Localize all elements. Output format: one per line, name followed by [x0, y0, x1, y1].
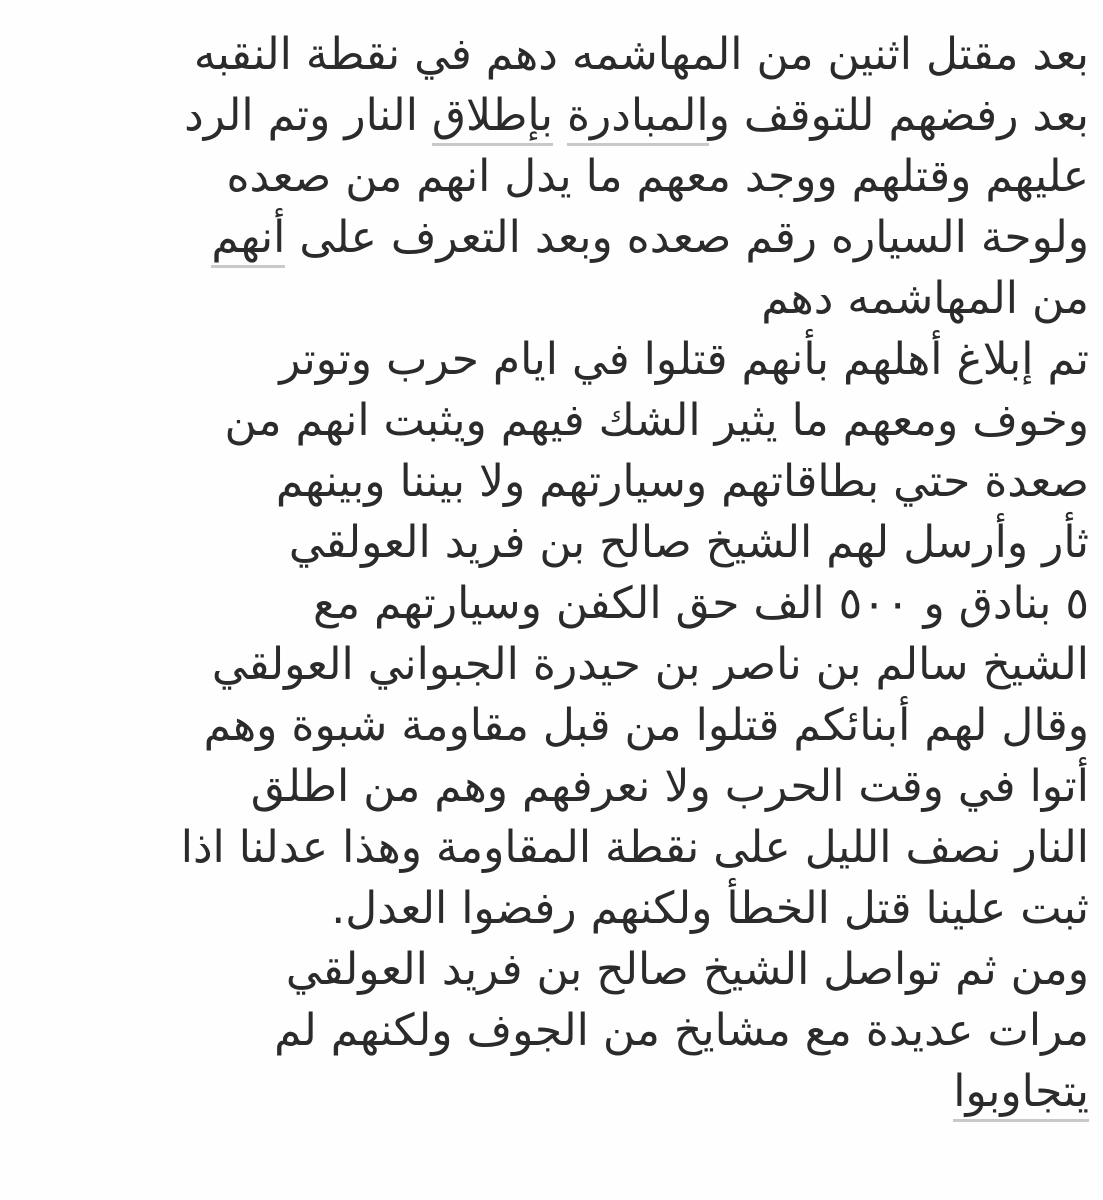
text-line-3: عليهم وقتلهم ووجد معهم ما يدل انهم من صعده — [226, 151, 1089, 202]
text-line-14: النار نصف الليل على نقطة المقاومة وهذا عدلنا اذا — [180, 822, 1089, 873]
text-line-15: ثبت علينا قتل الخطأ ولكنهم رفضوا العدل. — [331, 883, 1089, 934]
text-line-10: ٥ بنادق و ٥٠٠ الف حق الكفن وسيارتهم مع — [313, 578, 1089, 629]
text-line-16: ومن ثم تواصل الشيخ صالح بن فريد العولقي — [285, 944, 1089, 995]
text-line-17: مرات عديدة مع مشايخ من الجوف ولكنهم لم — [274, 1005, 1089, 1056]
text-line-9: ثأر وأرسل لهم الشيخ صالح بن فريد العولقي — [288, 517, 1089, 568]
underlined-word: المبادرة — [567, 90, 709, 146]
text-line-2 — [4, 85, 1089, 146]
underlined-word: أنهم — [211, 212, 285, 268]
text-segment: بعد رفضهم للتوقف و — [708, 90, 1089, 141]
text-line-6: تم إبلاغ أهلهم بأنهم قتلوا في ايام حرب وتوتر — [279, 334, 1089, 385]
text-line-4 — [4, 207, 1089, 268]
text-line-1: بعد مقتل اثنين من المهاشمه دهم في نقطة النقبه — [193, 29, 1089, 80]
text-segment: النار وتم الرد — [184, 90, 432, 141]
text-line-13: أتوا في وقت الحرب ولا نعرفهم وهم من اطلق — [250, 761, 1089, 812]
text-line-12: وقال لهم أبنائكم قتلوا من قبل مقاومة شبوة وهم — [203, 700, 1089, 751]
underlined-word: بإطلاق — [432, 90, 553, 146]
text-line-8: صعدة حتي بطاقاتهم وسيارتهم ولا بيننا وبينهم — [275, 456, 1089, 507]
text-segment — [553, 90, 567, 141]
text-line-5: من المهاشمه دهم — [761, 273, 1089, 324]
text-line-18 — [4, 1061, 1089, 1122]
text-line-11: الشيخ سالم بن ناصر بن حيدرة الجبواني العولقي — [211, 639, 1089, 690]
underlined-word: يتجاوبوا — [953, 1066, 1089, 1122]
note-text-body — [4, 24, 1089, 1122]
text-segment: ولوحة السياره رقم صعده وبعد التعرف على — [285, 212, 1089, 263]
text-line-7: وخوف ومعهم ما يثير الشك فيهم ويثبت انهم من — [224, 395, 1089, 446]
